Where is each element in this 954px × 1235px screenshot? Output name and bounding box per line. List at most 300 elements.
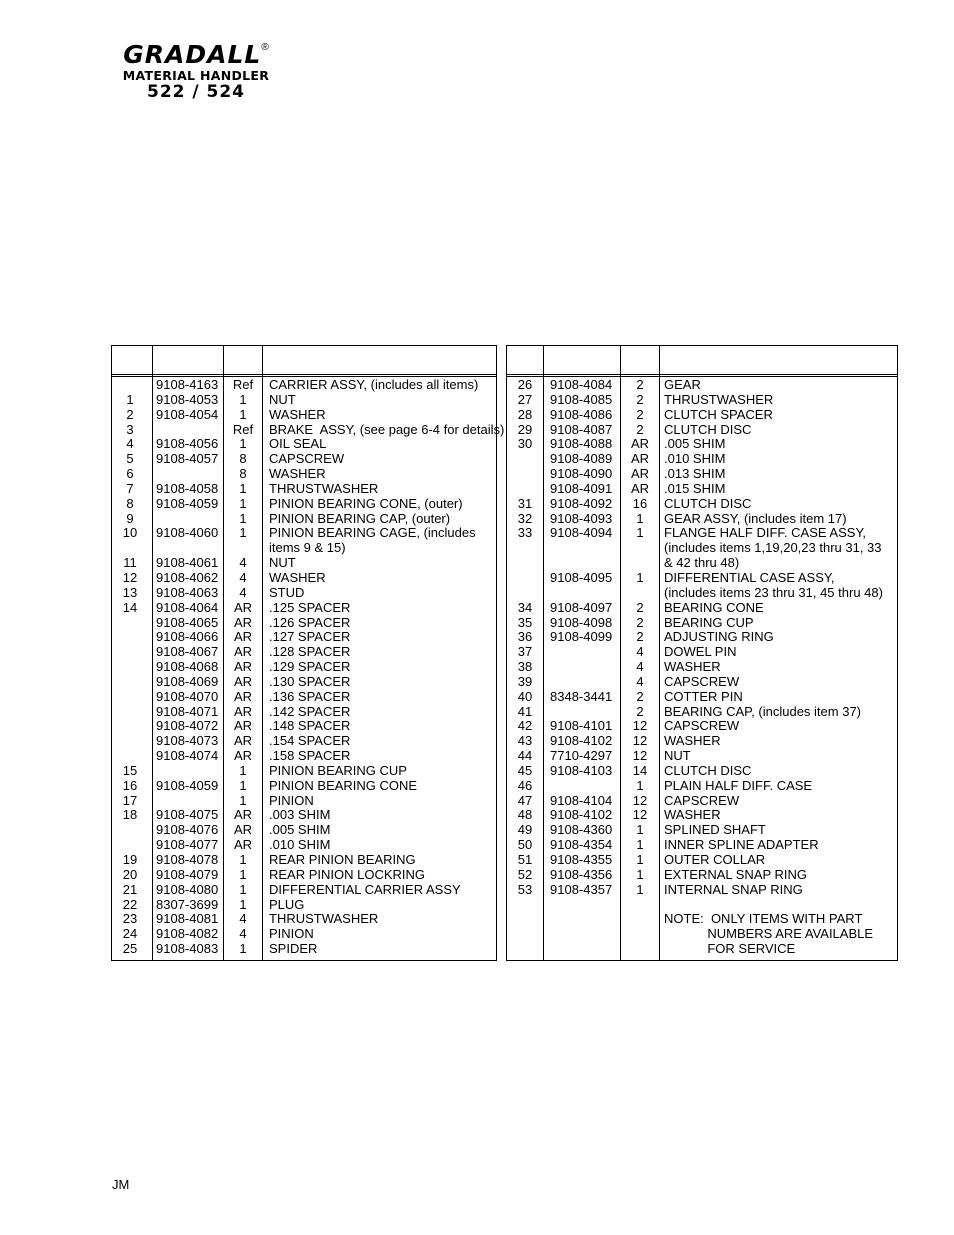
description: PINION (269, 792, 314, 808)
table-row (112, 749, 496, 764)
table-row (507, 645, 897, 660)
item-number: 24 (122, 926, 138, 942)
part-number: 9108-4097 (550, 599, 613, 615)
table-row (507, 690, 897, 705)
part-number: 9108-4087 (550, 421, 613, 437)
quantity: 4 (239, 555, 247, 571)
part-number: 9108-4089 (550, 451, 613, 467)
table-row (507, 883, 897, 898)
description: INNER SPLINE ADAPTER (664, 837, 819, 853)
part-number: 9108-4163 (156, 377, 219, 392)
quantity: 1 (636, 837, 644, 853)
table-row (507, 512, 897, 527)
part-number: 9108-4102 (550, 807, 613, 823)
item-number: 21 (122, 881, 138, 897)
part-number: 9108-4084 (550, 377, 613, 392)
table-row (112, 437, 496, 452)
description: WASHER (664, 733, 721, 749)
part-number: 9108-4086 (550, 406, 613, 422)
quantity: 1 (636, 569, 644, 585)
quantity: AR (233, 837, 253, 853)
quantity: 4 (636, 644, 644, 660)
part-number: 9108-4077 (156, 837, 219, 853)
table-row (112, 853, 496, 868)
quantity: 1 (636, 881, 644, 897)
table-row (507, 942, 897, 957)
table-row (112, 571, 496, 586)
quantity: AR (233, 822, 253, 838)
description: (includes items 23 thru 31, 45 thru 48) (664, 584, 883, 600)
part-number: 9108-4357 (550, 881, 613, 897)
description: NOTE: ONLY ITEMS WITH PART (664, 911, 863, 927)
item-number: 47 (517, 792, 533, 808)
table-row (507, 853, 897, 868)
description: CLUTCH DISC (664, 421, 752, 437)
quantity: 12 (632, 733, 648, 749)
description: BRAKE ASSY, (see page 6-4 for details) (269, 421, 505, 437)
footer-initials: JM (112, 1177, 130, 1192)
description: CLUTCH DISC (664, 762, 752, 778)
description: CARRIER ASSY, (includes all items) (269, 377, 479, 392)
quantity: AR (233, 688, 253, 704)
table-row (112, 794, 496, 809)
part-number: 9108-4098 (550, 614, 613, 630)
description: STUD (269, 584, 305, 600)
part-number: 8348-3441 (550, 688, 613, 704)
part-number: 7710-4297 (550, 748, 613, 764)
quantity: 1 (636, 822, 644, 838)
description: PINION BEARING CUP (269, 762, 407, 778)
description: PLUG (269, 896, 305, 912)
description: CAPSCREW (269, 451, 345, 467)
part-number: 9108-4091 (550, 480, 613, 496)
description: .129 SPACER (269, 659, 351, 675)
quantity: 1 (636, 866, 644, 882)
quantity: AR (233, 718, 253, 734)
description: DIFFERENTIAL CASE ASSY, (664, 569, 835, 585)
table-row (507, 408, 897, 423)
item-number: 14 (122, 599, 138, 615)
table-row (112, 452, 496, 467)
description: .013 SHIM (664, 466, 726, 482)
description: SPLINED SHAFT (664, 822, 766, 838)
description: GEAR (664, 377, 701, 392)
description: PLAIN HALF DIFF. CASE (664, 777, 813, 793)
quantity: AR (233, 644, 253, 660)
quantity: 4 (239, 911, 247, 927)
table-row (112, 912, 496, 927)
quantity: 2 (636, 421, 644, 437)
item-number: 13 (122, 584, 138, 600)
part-number: 9108-4099 (550, 629, 613, 645)
part-number: 9108-4102 (550, 733, 613, 749)
quantity: 12 (632, 748, 648, 764)
quantity: 1 (239, 480, 247, 496)
item-number: 10 (122, 525, 138, 541)
quantity: 1 (239, 896, 247, 912)
item-number: 4 (126, 436, 134, 452)
description: FLANGE HALF DIFF. CASE ASSY, (664, 525, 867, 541)
quantity: 1 (239, 406, 247, 422)
item-number: 39 (517, 673, 533, 689)
description: NUT (269, 391, 296, 407)
quantity: AR (233, 629, 253, 645)
table-row (507, 556, 897, 571)
description: CLUTCH DISC (664, 495, 752, 511)
table-row (507, 601, 897, 616)
description: NUT (664, 748, 691, 764)
quantity: AR (233, 673, 253, 689)
item-number: 3 (126, 421, 134, 437)
description: EXTERNAL SNAP RING (664, 866, 808, 882)
item-number: 50 (517, 837, 533, 853)
part-number: 9108-4058 (156, 480, 219, 496)
table-row (112, 705, 496, 720)
description: DIFFERENTIAL CARRIER ASSY (269, 881, 461, 897)
description: BEARING CAP, (includes item 37) (664, 703, 861, 719)
description: WASHER (664, 807, 721, 823)
quantity: 1 (636, 777, 644, 793)
description: WASHER (269, 466, 326, 482)
part-number: 8307-3699 (156, 896, 219, 912)
quantity: AR (233, 659, 253, 675)
item-number: 9 (126, 510, 134, 526)
table-row (507, 898, 897, 913)
description: .003 SHIM (269, 807, 331, 823)
table-row (507, 467, 897, 482)
description: .136 SPACER (269, 688, 351, 704)
table-row (507, 749, 897, 764)
part-number: 9108-4070 (156, 688, 219, 704)
item-number: 38 (517, 659, 533, 675)
item-number: 25 (122, 941, 138, 957)
description: THRUSTWASHER (269, 480, 379, 496)
description: INTERNAL SNAP RING (664, 881, 803, 897)
quantity: 12 (632, 718, 648, 734)
part-number: 9108-4088 (550, 436, 613, 452)
quantity: 4 (636, 659, 644, 675)
quantity: 14 (632, 762, 648, 778)
part-number: 9108-4092 (550, 495, 613, 511)
logo-subtitle: MATERIAL HANDLER (122, 68, 270, 83)
item-number: 34 (517, 599, 533, 615)
quantity: 12 (632, 792, 648, 808)
item-number: 2 (126, 406, 134, 422)
table-row (507, 927, 897, 942)
quantity: 1 (239, 510, 247, 526)
table-row (112, 883, 496, 898)
parts-table-right (506, 345, 898, 961)
description: PINION (269, 926, 314, 942)
item-number: 37 (517, 644, 533, 660)
item-number: 48 (517, 807, 533, 823)
description: .130 SPACER (269, 673, 351, 689)
table-row (507, 764, 897, 779)
item-number: 16 (122, 777, 138, 793)
quantity: 1 (239, 525, 247, 541)
table-row (112, 690, 496, 705)
item-number: 20 (122, 866, 138, 882)
item-number: 19 (122, 852, 138, 867)
part-number: 9108-4069 (156, 673, 219, 689)
part-number: 9108-4354 (550, 837, 613, 853)
description: THRUSTWASHER (664, 391, 774, 407)
quantity: Ref (232, 377, 254, 392)
table-row (112, 764, 496, 779)
quantity: 4 (239, 584, 247, 600)
table-row (112, 927, 496, 942)
quantity: AR (233, 599, 253, 615)
part-number: 9108-4093 (550, 510, 613, 526)
parts-table-left (111, 345, 505, 961)
item-number: 11 (123, 555, 137, 571)
table-row (507, 497, 897, 512)
description: GEAR ASSY, (includes item 17) (664, 510, 847, 526)
description: OIL SEAL (269, 436, 327, 452)
table-row (507, 912, 897, 927)
description: NUT (269, 555, 296, 571)
description: PINION BEARING CONE, (outer) (269, 495, 463, 511)
part-number: 9108-4065 (156, 614, 219, 630)
quantity: 1 (636, 852, 644, 867)
description: .148 SPACER (269, 718, 351, 734)
item-number: 6 (126, 466, 134, 482)
item-number: 33 (517, 525, 533, 541)
brand-name: GRADALL (123, 40, 262, 69)
table-row (507, 719, 897, 734)
item-number: 1 (126, 391, 134, 407)
item-number: 12 (122, 569, 138, 585)
quantity: 4 (239, 926, 247, 942)
table-row (112, 719, 496, 734)
quantity: 2 (636, 406, 644, 422)
description: PINION BEARING CAGE, (includes (269, 525, 476, 541)
quantity: 8 (239, 466, 247, 482)
part-number: 9108-4072 (156, 718, 219, 734)
description: CAPSCREW (664, 792, 740, 808)
description: .142 SPACER (269, 703, 351, 719)
quantity: 2 (636, 629, 644, 645)
table-row (112, 838, 496, 853)
quantity: 4 (239, 569, 247, 585)
part-number: 9108-4085 (550, 391, 613, 407)
gradall-logo (106, 42, 286, 101)
description: & 42 thru 48) (664, 555, 740, 571)
item-number: 36 (517, 629, 533, 645)
description: REAR PINION BEARING (269, 852, 416, 867)
item-number: 49 (517, 822, 533, 838)
table-row (112, 734, 496, 749)
item-number: 32 (517, 510, 533, 526)
part-number: 9108-4081 (156, 911, 219, 927)
quantity: 2 (636, 614, 644, 630)
quantity: AR (630, 480, 650, 496)
table-row (112, 808, 496, 823)
item-number: 26 (517, 377, 533, 392)
quantity: 2 (636, 703, 644, 719)
description: PINION BEARING CONE (269, 777, 418, 793)
part-number: 9108-4356 (550, 866, 613, 882)
description: .128 SPACER (269, 644, 351, 660)
table-row (507, 808, 897, 823)
quantity: 1 (239, 777, 247, 793)
part-number: 9108-4063 (156, 584, 219, 600)
item-number: 46 (517, 777, 533, 793)
table-row (507, 794, 897, 809)
description: CLUTCH SPACER (664, 406, 773, 422)
part-number: 9108-4059 (156, 777, 219, 793)
table-row (507, 378, 897, 393)
table-row (507, 705, 897, 720)
item-number: 22 (122, 896, 138, 912)
quantity: AR (630, 436, 650, 452)
description: ADJUSTING RING (664, 629, 774, 645)
table-row (112, 421, 505, 438)
part-number: 9108-4094 (550, 525, 613, 541)
part-number: 9108-4082 (156, 926, 219, 942)
part-number: 9108-4355 (550, 852, 613, 867)
table-row (112, 675, 496, 690)
part-number: 9108-4104 (550, 792, 613, 808)
part-number: 9108-4067 (156, 644, 219, 660)
quantity: AR (233, 733, 253, 749)
table-row (112, 868, 496, 883)
description: BEARING CUP (664, 614, 754, 630)
description: .010 SHIM (664, 451, 726, 467)
table-row (112, 779, 496, 794)
quantity: AR (233, 703, 253, 719)
description: WASHER (664, 659, 721, 675)
description: BEARING CONE (664, 599, 764, 615)
table-row (507, 630, 897, 645)
part-number: 9108-4064 (156, 599, 219, 615)
description: .005 SHIM (269, 822, 331, 838)
table-row (507, 482, 897, 497)
item-number: 42 (517, 718, 533, 734)
part-number: 9108-4054 (156, 406, 219, 422)
part-number: 9108-4074 (156, 748, 219, 764)
table-row (507, 675, 897, 690)
quantity: 1 (239, 792, 247, 808)
item-number: 52 (517, 866, 533, 882)
quantity: Ref (232, 421, 254, 437)
quantity: 1 (239, 852, 247, 867)
item-number: 30 (517, 436, 533, 452)
table-row (112, 556, 496, 571)
part-number: 9108-4360 (550, 822, 613, 838)
description: .127 SPACER (269, 629, 351, 645)
part-number: 9108-4059 (156, 495, 219, 511)
description: SPIDER (269, 941, 318, 957)
item-number: 35 (517, 614, 533, 630)
part-number: 9108-4066 (156, 629, 219, 645)
description: .126 SPACER (269, 614, 351, 630)
part-number: 9108-4073 (156, 733, 219, 749)
item-number: 28 (517, 406, 533, 422)
table-row (507, 823, 897, 838)
part-number: 9108-4075 (156, 807, 219, 823)
table-row (112, 497, 496, 512)
table-row (112, 898, 496, 913)
table-row (112, 378, 496, 393)
description: WASHER (269, 406, 326, 422)
table-row (507, 660, 897, 675)
part-number: 9108-4080 (156, 881, 219, 897)
item-number: 7 (126, 480, 134, 496)
part-number: 9108-4061 (156, 555, 219, 571)
quantity: 2 (636, 688, 644, 704)
table-row (507, 734, 897, 749)
description: NUMBERS ARE AVAILABLE (664, 926, 874, 942)
quantity: AR (630, 451, 650, 467)
part-number: 9108-4057 (156, 451, 219, 467)
part-number: 9108-4101 (550, 718, 613, 734)
description: DOWEL PIN (664, 644, 737, 660)
table-row (507, 868, 897, 883)
table-row (112, 586, 496, 601)
quantity: 12 (632, 807, 648, 823)
item-number: 8 (126, 495, 134, 511)
description: (includes items 1,19,20,23 thru 31, 33 (664, 540, 882, 556)
quantity: 2 (636, 377, 644, 392)
part-number: 9108-4095 (550, 569, 613, 585)
quantity: 1 (636, 510, 644, 526)
table-row (507, 541, 897, 556)
part-number: 9108-4062 (156, 569, 219, 585)
quantity: 1 (239, 391, 247, 407)
table-row (507, 571, 897, 586)
item-number: 29 (517, 421, 533, 437)
quantity: 1 (636, 525, 644, 541)
registered-mark: ® (261, 42, 269, 53)
description: PINION BEARING CAP, (outer) (269, 510, 451, 526)
table-row (507, 437, 897, 452)
table-row (507, 526, 897, 541)
part-number: 9108-4078 (156, 852, 219, 867)
item-number: 18 (122, 807, 138, 823)
description: OUTER COLLAR (664, 852, 766, 867)
table-row (112, 467, 496, 482)
table-row (112, 630, 496, 645)
table-row (112, 823, 496, 838)
table-row (112, 616, 496, 631)
item-number: 51 (517, 852, 533, 867)
item-number: 31 (517, 495, 533, 511)
part-number: 9108-4071 (156, 703, 219, 719)
quantity: AR (233, 614, 253, 630)
description: items 9 & 15) (269, 540, 346, 556)
item-number: 41 (517, 703, 533, 719)
model-number: 522 / 524 (146, 82, 246, 102)
table-row (112, 942, 496, 957)
part-number: 9108-4083 (156, 941, 219, 957)
quantity: 16 (632, 495, 648, 511)
quantity: 4 (636, 673, 644, 689)
description: .158 SPACER (269, 748, 351, 764)
quantity: AR (233, 807, 253, 823)
item-number: 27 (517, 391, 533, 407)
quantity: 1 (239, 762, 247, 778)
part-number: 9108-4053 (156, 391, 219, 407)
description: REAR PINION LOCKRING (269, 866, 426, 882)
item-number: 17 (122, 792, 138, 808)
quantity: 1 (239, 941, 247, 957)
part-number: 9108-4060 (156, 525, 219, 541)
part-number: 9108-4076 (156, 822, 219, 838)
quantity: 1 (239, 866, 247, 882)
table-row (112, 541, 496, 556)
table-row (112, 393, 496, 408)
